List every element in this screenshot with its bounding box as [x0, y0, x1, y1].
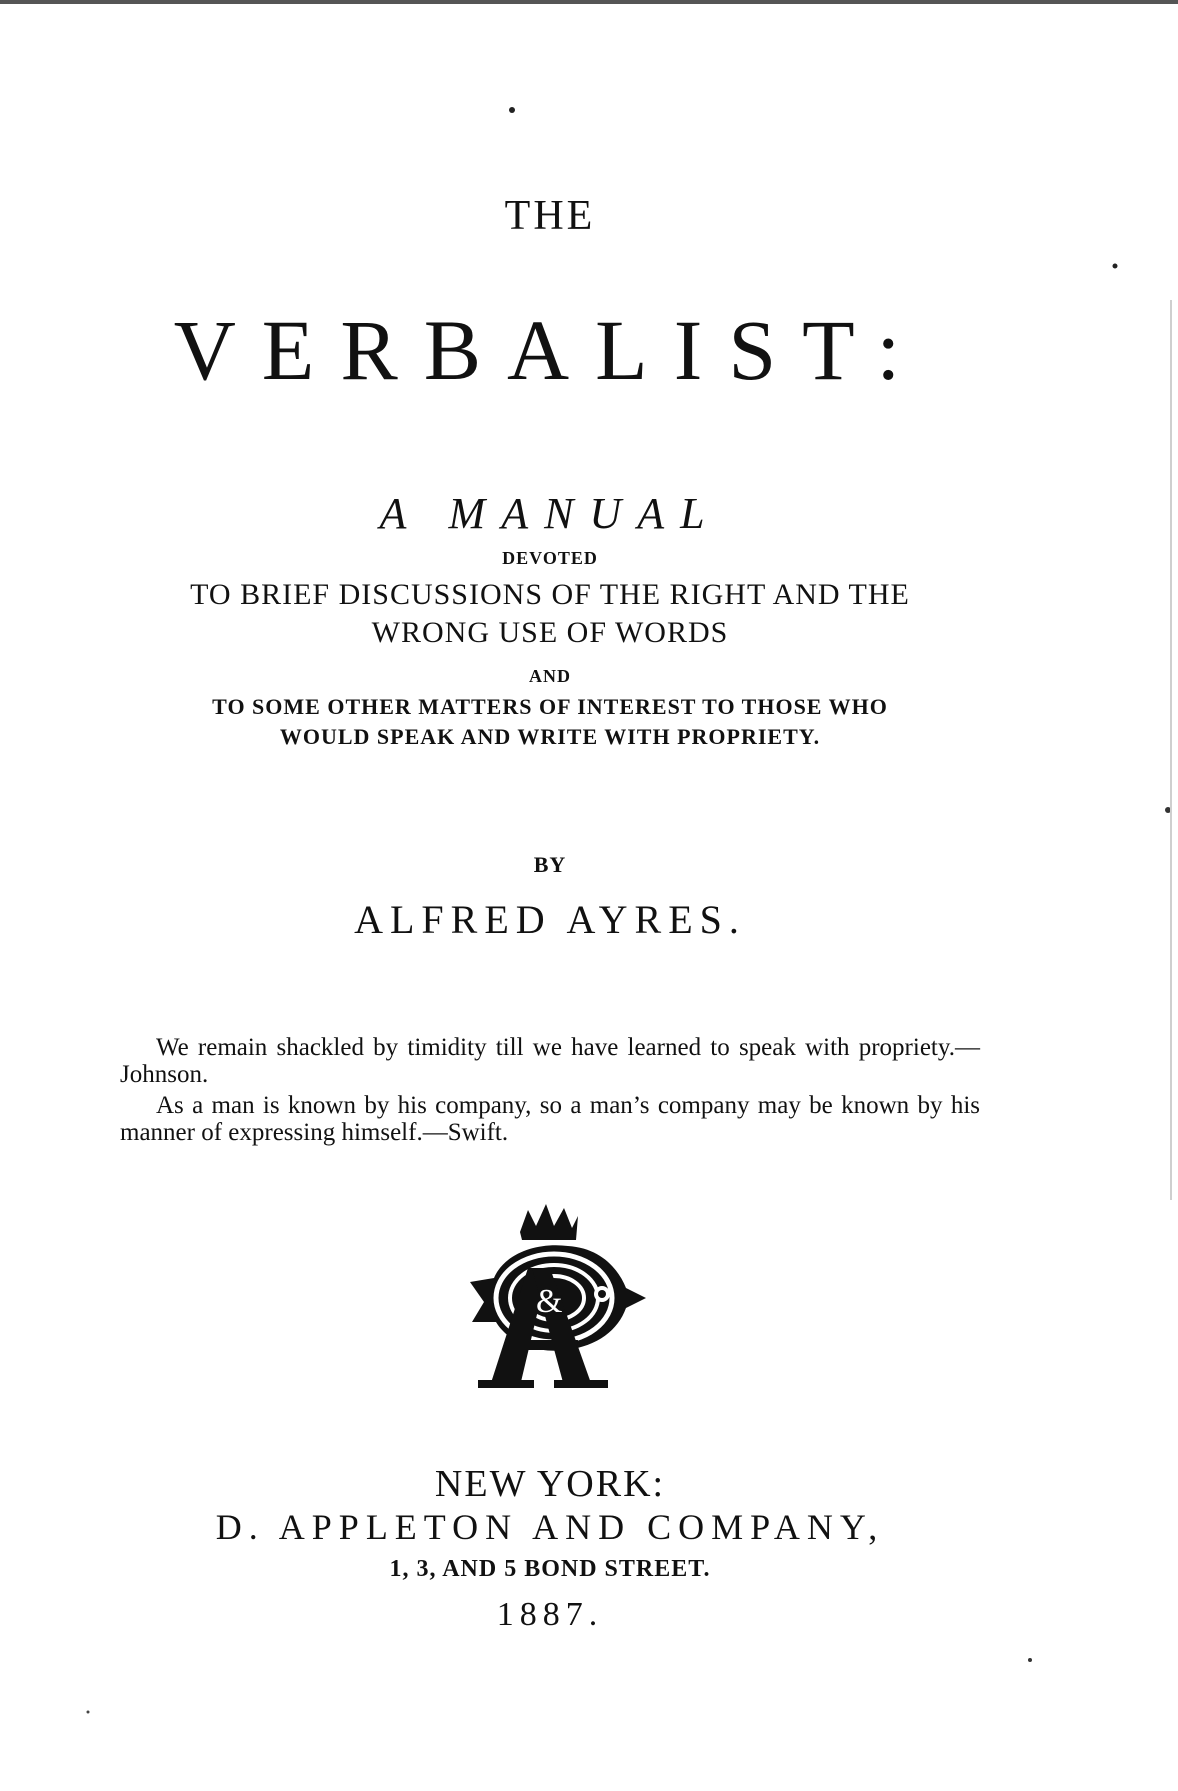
title-the: THE [504, 193, 596, 239]
imprint-publisher: D. APPLETON AND COMPANY, [215, 1507, 885, 1547]
description-line-2: WRONG USE OF WORDS [371, 616, 729, 649]
imprint-city: NEW YORK: [434, 1463, 666, 1505]
description-line-1: TO BRIEF DISCUSSIONS OF THE RIGHT AND THE [190, 578, 910, 611]
epigraph-swift: As a man is known by his company, so a man’s company may be known by his manner of expressing himself.—Swift. [120, 1092, 980, 1146]
devoted-label: DEVOTED [502, 548, 598, 568]
author-name: ALFRED AYRES. [354, 897, 746, 942]
description-line-4: WOULD SPEAK AND WRITE WITH PROPRIETY. [279, 724, 821, 749]
subtitle: A MANUAL [379, 489, 721, 538]
imprint-year: 1887. [496, 1596, 604, 1633]
imprint-address: 1, 3, AND 5 BOND STREET. [389, 1556, 711, 1582]
epigraph-johnson: We remain shackled by timidity till we have learned to speak with propriety.—Johnson. [120, 1034, 980, 1088]
by-label: BY [533, 852, 567, 877]
and-label: AND [529, 666, 571, 686]
svg-text:&: & [536, 1283, 563, 1320]
main-title: VERBALIST: [173, 302, 927, 398]
description-line-3: TO SOME OTHER MATTERS OF INTEREST TO THOSE WHO [212, 694, 888, 719]
